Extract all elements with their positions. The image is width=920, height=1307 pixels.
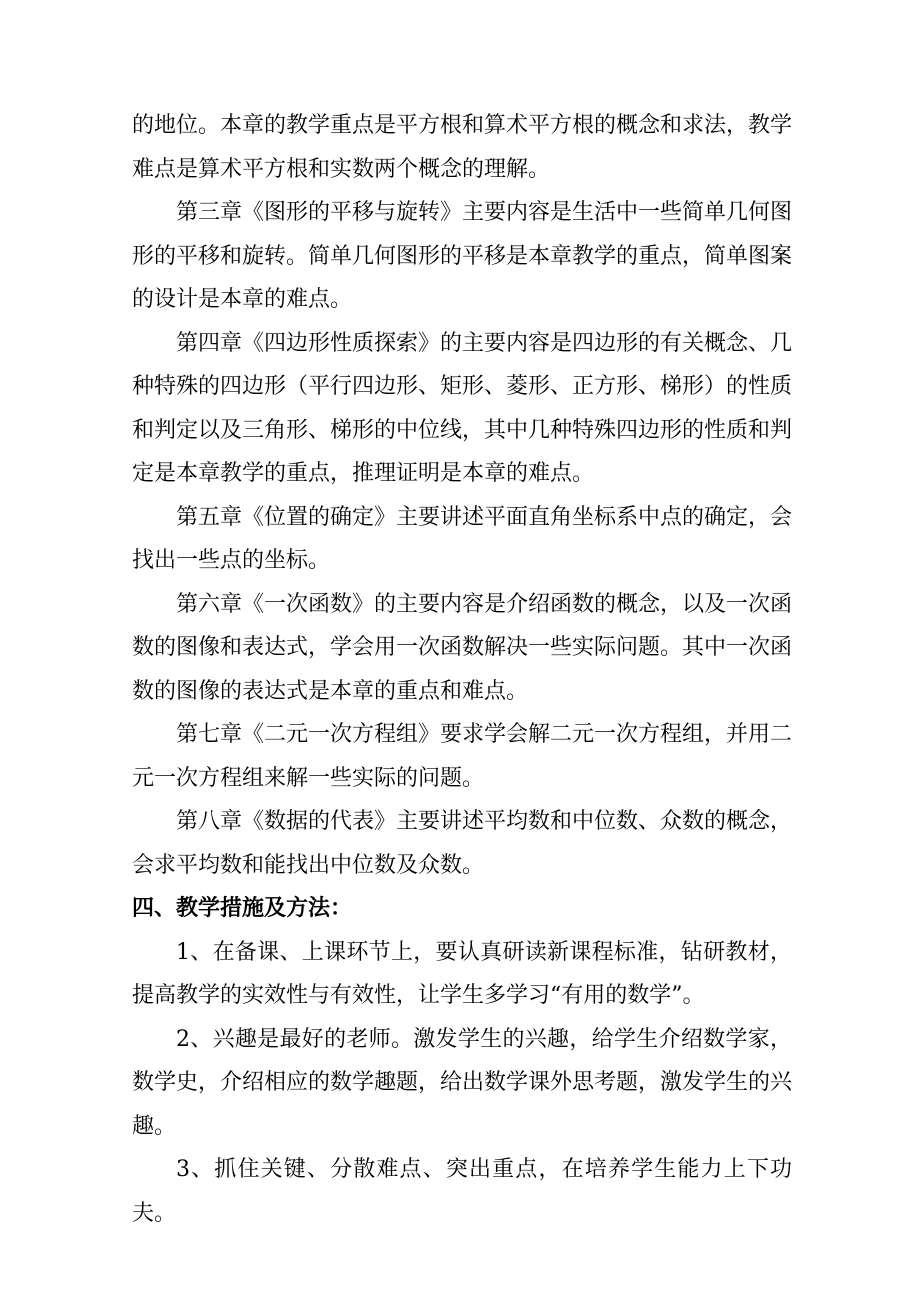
- paragraph-chapter-8: 第八章《数据的代表》主要讲述平均数和中位数、众数的概念，会求平均数和能找出中位数及众数。: [132, 809, 793, 878]
- measure-item-1: 1、在备课、上课环节上，要认真研读新课程标准，钻研教材，提高教学的实效性与有效性，让学生多学习“有用的数学”。: [132, 939, 792, 1008]
- paragraph-continuation: 的地位。本章的教学重点是平方根和算术平方根的概念和求法，教学难点是算术平方根和实数两个概念的理解。: [132, 113, 793, 182]
- paragraph-chapter-6: 第六章《一次函数》的主要内容是介绍函数的概念，以及一次函数的图像和表达式，学会用一次函数解决一些实际问题。其中一次函数的图像的表达式是本章的重点和难点。: [132, 591, 793, 704]
- paragraph-chapter-4: 第四章《四边形性质探索》的主要内容是四边形的有关概念、几种特殊的四边形（平行四边形、矩形、菱形、正方形、梯形）的性质和判定以及三角形、梯形的中位线，其中几种特殊四边形的性质和判定是本章教学的重点，推理证明是本章的难点。: [132, 330, 793, 486]
- measure-item-3: 3、抓住关键、分散难点、突出重点，在培养学生能力上下功夫。: [132, 1157, 792, 1226]
- measure-item-2: 2、兴趣是最好的老师。激发学生的兴趣，给学生介绍数学家，数学史，介绍相应的数学趣题，给出数学课外思考题，激发学生的兴趣。: [132, 1026, 793, 1139]
- paragraph-chapter-7: 第七章《二元一次方程组》要求学会解二元一次方程组，并用二元一次方程组来解一些实际的问题。: [132, 722, 793, 791]
- paragraph-chapter-5: 第五章《位置的确定》主要讲述平面直角坐标系中点的确定，会找出一些点的坐标。: [132, 504, 793, 573]
- document-body: [132, 104, 792, 1235]
- paragraph-chapter-3: 第三章《图形的平移与旋转》主要内容是生活中一些简单几何图形的平移和旋转。简单几何图形的平移是本章教学的重点，简单图案的设计是本章的难点。: [132, 200, 793, 312]
- section-heading: 四、教学措施及方法：: [132, 896, 353, 921]
